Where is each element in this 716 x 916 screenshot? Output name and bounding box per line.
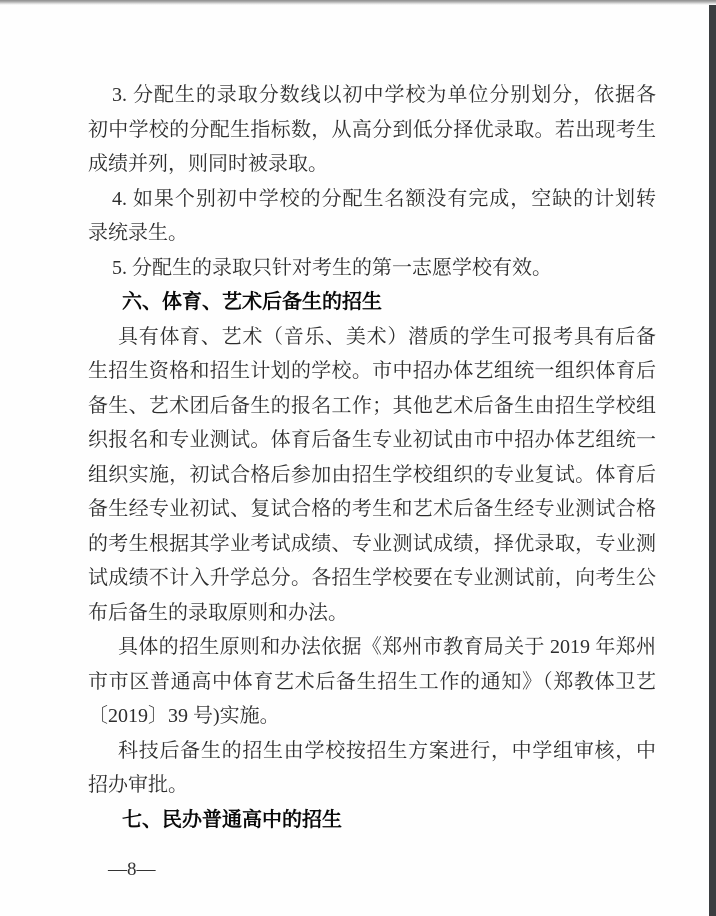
doc-line: 〔2019〕39 号)实施。: [88, 705, 280, 727]
doc-line: 具体的招生原则和办法依据《郑州市教育局关于 2019 年郑州: [118, 636, 656, 658]
doc-line: 备生、艺术团后备生的报名工作；其他艺术后备生由招生学校组: [88, 394, 656, 417]
document-body: [88, 78, 656, 837]
doc-line: 录统录生。: [88, 222, 188, 244]
doc-line: 布后备生的录取原则和办法。: [88, 601, 348, 624]
doc-line: 市市区普通高中体育艺术后备生招生工作的通知》（郑教体卫艺: [88, 670, 656, 693]
doc-line-item3: 3. 分配生的录取分数线以初中学校为单位分别划分，依据各: [112, 84, 656, 106]
doc-line: 科技后备生的招生由学校按招生方案进行，中学组审核，中: [118, 739, 656, 762]
page-number: —8—: [108, 859, 156, 880]
doc-line: 备生经专业初试、复试合格的考生和艺术后备生经专业测试合格: [88, 498, 656, 520]
doc-line: 组织实施，初试合格后参加由招生学校组织的专业复试。体育后: [88, 463, 656, 486]
doc-line: 具有体育、艺术（音乐、美术）潜质的学生可报考具有后备: [118, 325, 656, 348]
scan-edge-top: [0, 0, 716, 5]
doc-line: 成绩并列，则同时被录取。: [88, 153, 328, 175]
doc-line: 招办审批。: [88, 774, 188, 796]
section-heading-6: 六、体育、艺术后备生的招生: [122, 291, 382, 313]
section-heading-7: 七、民办普通高中的招生: [122, 808, 342, 831]
doc-line: 的考生根据其学业考试成绩、专业测试成绩，择优录取，专业测: [88, 532, 656, 555]
doc-line: 初中学校的分配生指标数，从高分到低分择优录取。若出现考生: [88, 118, 656, 141]
scan-edge-right: [709, 0, 716, 916]
doc-line: 试成绩不计入升学总分。各招生学校要在专业测试前，向考生公: [88, 567, 656, 589]
doc-line-item4: 4. 如果个别初中学校的分配生名额没有完成，空缺的计划转: [112, 187, 656, 210]
doc-line-item5: 5. 分配生的录取只针对考生的第一志愿学校有效。: [112, 256, 552, 279]
doc-line: 织报名和专业测试。体育后备生专业初试由市中招办体艺组统一: [88, 429, 656, 451]
doc-line: 生招生资格和招生计划的学校。市中招办体艺组统一组织体育后: [88, 360, 656, 382]
